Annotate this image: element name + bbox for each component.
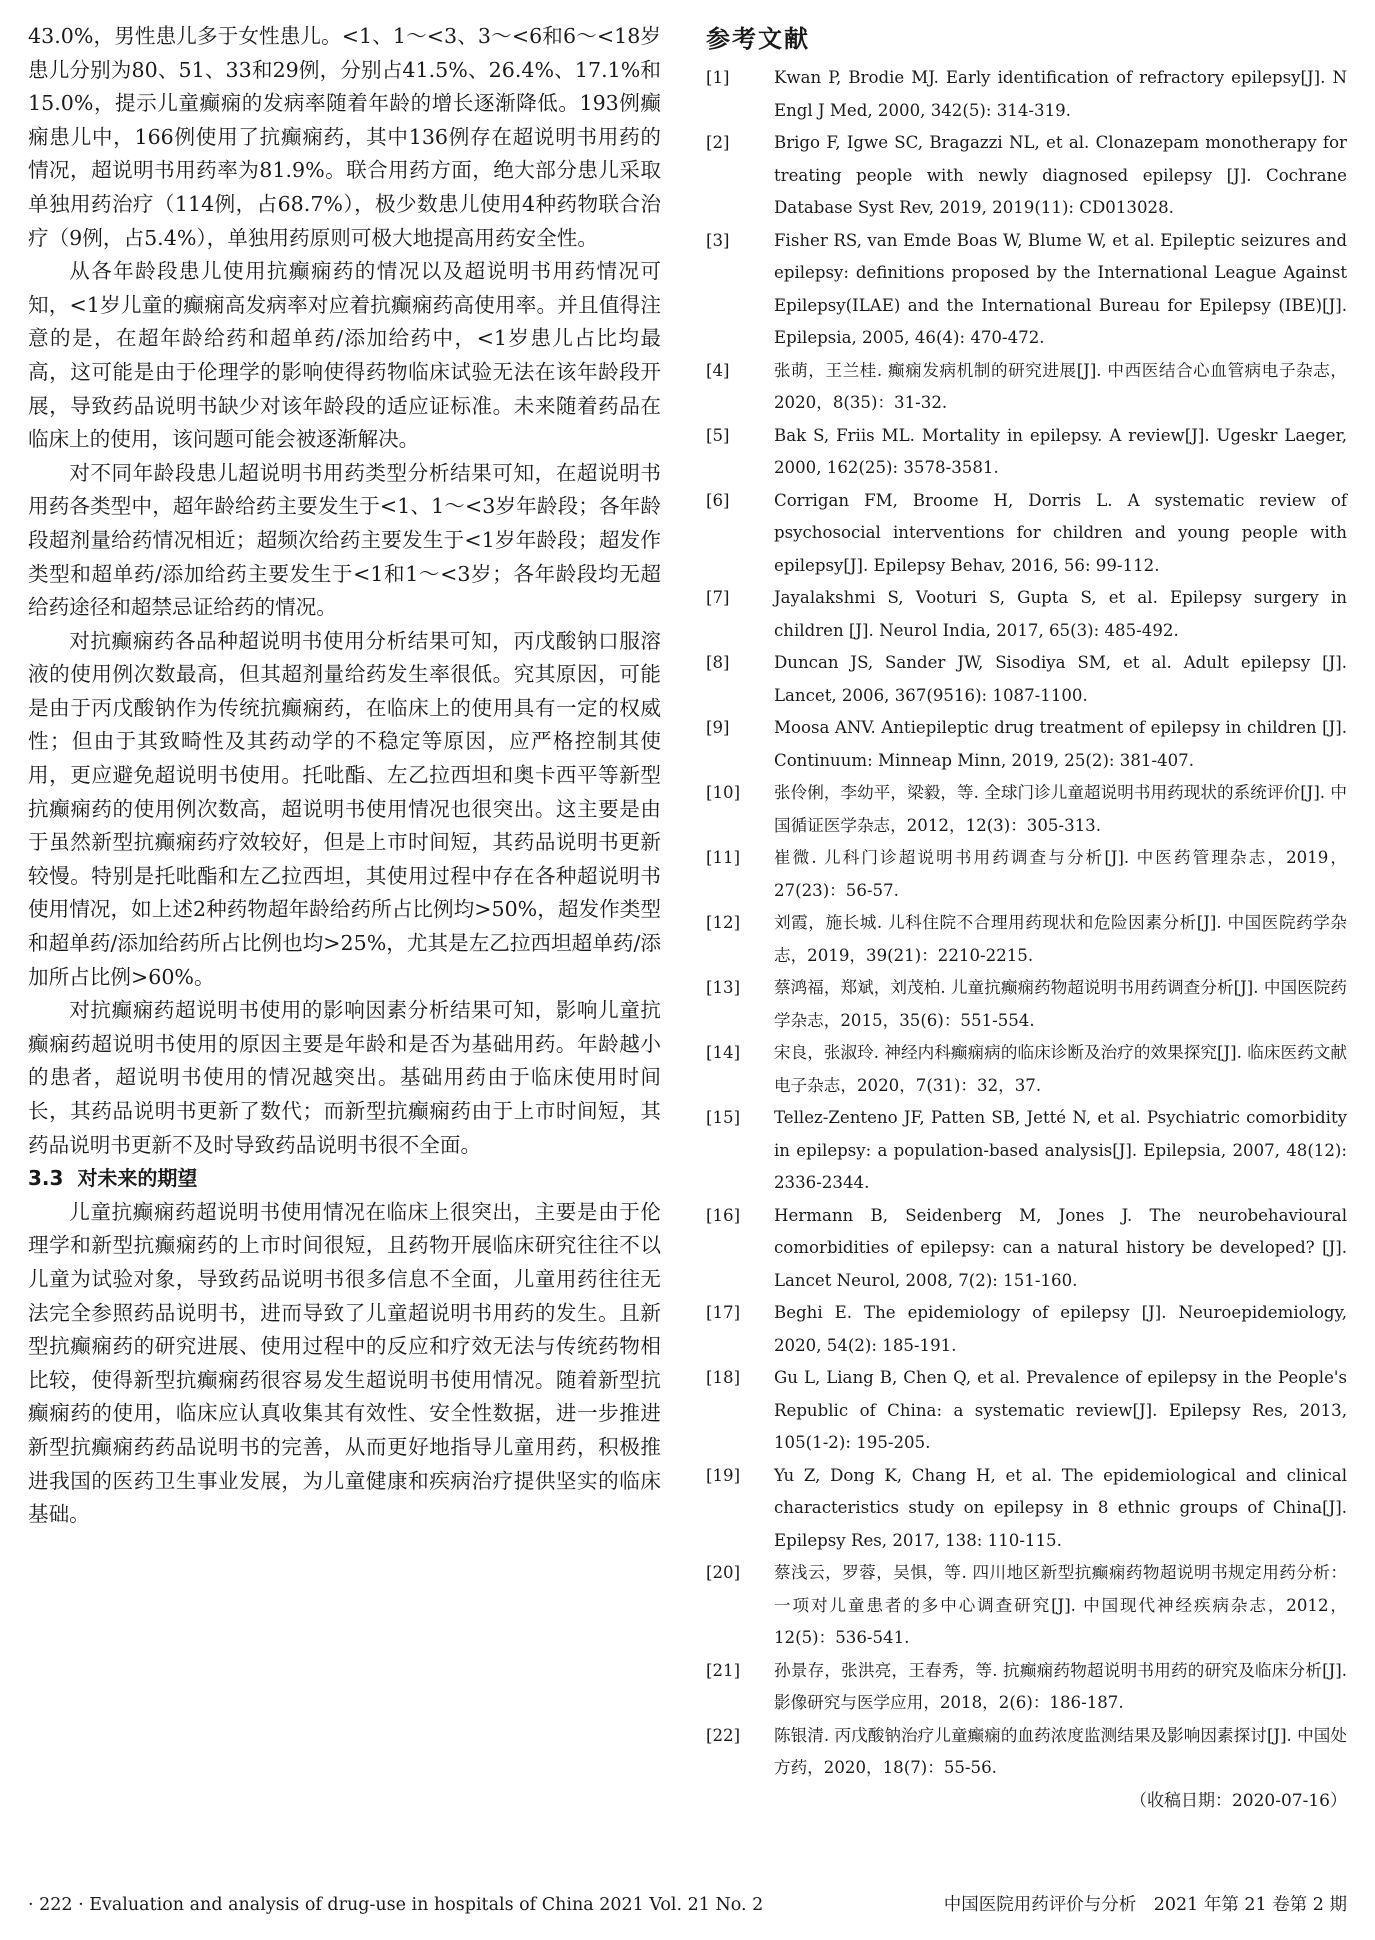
footer-left: · 222 · Evaluation and analysis of drug-use in hospitals of China 2021 Vol. 21 No. 2 (28, 1895, 764, 1915)
reference-number: [15] (706, 1108, 741, 1127)
reference-number: [3] (706, 230, 730, 250)
reference-number: [17] (706, 1303, 741, 1322)
reference-number: [21] (706, 1660, 741, 1680)
reference-text: Jayalakshmi S, Vooturi S, Gupta S, et al. Epilepsy surgery in children [J]. Neurol India, 2017, 65(3): 485-492. (774, 588, 1347, 640)
reference-number: [11] (706, 848, 741, 867)
paragraph-4: 对抗癫痫药各品种超说明书使用分析结果可知，丙戊酸钠口服溶液的使用例次数最高，但其超剂量给药发生率很低。究其原因，可能是由于丙戊酸钠作为传统抗癫痫药，在临床上的使用具有一定的权威性；但由于其致畸性及其药动学的不稳定等原因，应严格控制其使用，更应避免超说明书使用。托吡酯、左乙拉西坦和奥卡西平等新型抗癫痫药的使用例次数高，超说明书使用情况也很突出。这主要是由于虽然新型抗癫痫药疗效较好，但是上市时间短，其药品说明书更新较慢。特别是托吡酯和左乙拉西坦，其使用过程中存在各种超说明书使用情况，如上述2种药物超年龄给药所占比例均>50%，超发作类型和超单药/添加给药所占比例也均>25%，尤其是左乙拉西坦超单药/添加所占比例>60%。 (28, 628, 661, 989)
reference-text: Corrigan FM, Broome H, Dorris L. A systematic review of psychosocial interventions for children and young people with epilepsy[J]. Epilepsy Behav, 2016, 56: 99-112. (774, 490, 1347, 575)
reference-text: Moosa ANV. Antiepileptic drug treatment of epilepsy in children [J]. Continuum: Minneap Minn, 2019, 25(2): 381-407. (774, 718, 1347, 770)
reference-text: Gu L, Liang B, Chen Q, et al. Prevalence of epilepsy in the People's Republic of China: a systematic review[J]. Epilepsy Res, 2013, 105(1-2): 195-205. (774, 1368, 1347, 1452)
references-title: 参考文献 (706, 25, 810, 53)
section-number: 3.3 (28, 1166, 64, 1191)
section-title: 对未来的期望 (77, 1166, 198, 1191)
paragraph-5: 对抗癫痫药超说明书使用的影响因素分析结果可知，影响儿童抗癫痫药超说明书使用的原因主要是年龄和是否为基础用药。年龄越小的患者，超说明书使用的情况越突出。基础用药由于临床使用时间长，其药品说明书更新了数代；而新型抗癫痫药由于上市时间短，其药品说明书更新不及时导致药品说明书很不全面。 (28, 998, 661, 1157)
reference-item (706, 842, 1347, 907)
reference-text: Fisher RS, van Emde Boas W, Blume W, et al. Epileptic seizures and epilepsy: definitions proposed by the International League Against Epilepsy(ILAE) and the International Bureau for Epilepsy (IBE)[J]. Epilepsia, 2005, 46(4): 470-472. (774, 230, 1347, 347)
reference-number: [13] (706, 978, 741, 997)
reference-number: [7] (706, 588, 730, 607)
reference-text: Brigo F, Igwe SC, Bragazzi NL, et al. Clonazepam monotherapy for treating people with newly diagnosed epilepsy [J]. Cochrane Database Syst Rev, 2019, 2019(11): CD013028. (774, 133, 1347, 217)
reference-text: 刘霞，施长城. 儿科住院不合理用药现状和危险因素分析[J]. 中国医院药学杂志，2019，39(21)：2210-2215. (774, 913, 1347, 965)
reference-item (706, 1460, 1347, 1558)
reference-number: [8] (706, 653, 730, 672)
reference-item (706, 1200, 1347, 1298)
reference-item (706, 777, 1347, 842)
reference-number: [22] (706, 1725, 741, 1745)
reference-item (706, 355, 1347, 420)
reference-text: Yu Z, Dong K, Chang H, et al. The epidemiological and clinical characteristics study on epilepsy in 8 ethnic groups of China[J]. Epilepsy Res, 2017, 138: 110-115. (774, 1465, 1347, 1550)
reference-item (706, 712, 1347, 777)
reference-text: 张伶俐，李幼平，梁毅，等. 全球门诊儿童超说明书用药现状的系统评价[J]. 中国循证医学杂志，2012，12(3)：305-313. (774, 783, 1347, 835)
paragraph-2: 从各年龄段患儿使用抗癫痫药的情况以及超说明书用药情况可知，<1岁儿童的癫痫高发病率对应着抗癫痫药高使用率。并且值得注意的是，在超年龄给药和超单药/添加给药中，<1岁患儿占比均最高，这可能是由于伦理学的影响使得药物临床试验无法在该年龄段开展，导致药品说明书缺少对该年龄段的适应证标准。未来随着药品在临床上的使用，该问题可能会被逐渐解决。 (28, 259, 661, 452)
reference-item (706, 225, 1347, 355)
reference-number: [14] (706, 1043, 741, 1062)
page-footer (28, 1893, 1347, 1917)
reference-item (706, 485, 1347, 583)
reference-item (706, 1102, 1347, 1200)
footer-right: 中国医院用药评价与分析 2021 年第 21 卷第 2 期 (943, 1895, 1347, 1915)
references-list (706, 62, 1347, 1785)
reference-text: 张萌，王兰桂. 癫痫发病机制的研究进展[J]. 中西医结合心血管病电子杂志，2020，8(35)：31-32. (774, 360, 1347, 412)
reference-number: [16] (706, 1205, 741, 1225)
reference-text: Duncan JS, Sander JW, Sisodiya SM, et al. Adult epilepsy [J]. Lancet, 2006, 367(9516): 1087-1100. (774, 653, 1347, 705)
reference-item (706, 907, 1347, 972)
reference-text: Kwan P, Brodie MJ. Early identification of refractory epilepsy[J]. N Engl J Med, 2000, 342(5): 314-319. (774, 68, 1347, 120)
reference-item (706, 972, 1347, 1037)
main-text-column (28, 20, 661, 1532)
reference-text: 宋良，张淑玲. 神经内科癫痫病的临床诊断及治疗的效果探究[J]. 临床医药文献电子杂志，2020，7(31)：32，37. (774, 1043, 1347, 1095)
reference-number: [12] (706, 913, 741, 932)
reference-number: [2] (706, 133, 730, 152)
reference-text: Beghi E. The epidemiology of epilepsy [J]. Neuroepidemiology, 2020, 54(2): 185-191. (774, 1303, 1347, 1355)
reference-text: Tellez-Zenteno JF, Patten SB, Jetté N, et al. Psychiatric comorbidity in epilepsy: a population-based analysis[J]. Epilepsia, 2007, 48(12): 2336-2344. (774, 1108, 1347, 1192)
reference-text: 崔微. 儿科门诊超说明书用药调查与分析[J]. 中医药管理杂志，2019，27(23)：56-57. (774, 848, 1347, 900)
reference-item (706, 1655, 1347, 1720)
reference-item (706, 1362, 1347, 1460)
reference-number: [18] (706, 1368, 741, 1387)
reference-item (706, 62, 1347, 127)
reference-text: 孙景存，张洪亮，王春秀，等. 抗癫痫药物超说明书用药的研究及临床分析[J]. 影像研究与医学应用，2018，2(6)：186-187. (774, 1660, 1347, 1712)
paragraph-1: 43.0%，男性患儿多于女性患儿。<1、1～<3、3～<6和6～<18岁患儿分别为80、51、33和29例，分别占41.5%、26.4%、17.1%和15.0%，提示儿童癫痫的发病率随着年龄的增长逐渐降低。193例癫痫患儿中，166例使用了抗癫痫药，其中136例存在超说明书用药的情况，超说明书用药率为81.9%。联合用药方面，绝大部分患儿采取单独用药治疗（114例，占68.7%），极少数患儿使用4种药物联合治疗（9例，占5.4%），单独用药原则可极大地提高用药安全性。 (28, 24, 661, 250)
reference-text: Hermann B, Seidenberg M, Jones J. The neurobehavioural comorbidities of epilepsy: can a natural history be developed? [J]. Lancet Neurol, 2008, 7(2): 151-160. (774, 1205, 1347, 1290)
paragraph-6: 儿童抗癫痫药超说明书使用情况在临床上很突出，主要是由于伦理学和新型抗癫痫药的上市时间很短，且药物开展临床研究往往不以儿童为试验对象，导致药品说明书很多信息不全面，儿童用药往往无法完全参照药品说明书，进而导致了儿童超说明书用药的发生。且新型抗癫痫药的研究进展、使用过程中的反应和疗效无法与传统药物相比较，使得新型抗癫痫药很容易发生超说明书使用情况。随着新型抗癫痫药的使用，临床应认真收集其有效性、安全性数据，进一步推进新型抗癫痫药药品说明书的完善，从而更好地指导儿童用药，积极推进我国的医药卫生事业发展，为儿童健康和疾病治疗提供坚实的临床基础。 (28, 1199, 661, 1527)
reference-item (706, 1557, 1347, 1655)
reference-number: [6] (706, 490, 730, 510)
reference-item (706, 1037, 1347, 1102)
reference-number: [10] (706, 783, 741, 802)
reference-item (706, 420, 1347, 485)
received-date: （收稿日期：2020-07-16） (1129, 1790, 1347, 1811)
reference-number: [19] (706, 1465, 741, 1485)
reference-item (706, 1720, 1347, 1785)
reference-item (706, 582, 1347, 647)
reference-number: [9] (706, 718, 730, 737)
paragraph-3: 对不同年龄段患儿超说明书用药类型分析结果可知，在超说明书用药各类型中，超年龄给药主要发生于<1、1～<3岁年龄段；各年龄段超剂量给药情况相近；超频次给药主要发生于<1岁年龄段；超发作类型和超单药/添加给药主要发生于<1和1～<3岁；各年龄段均无超给药途径和超禁忌证给药的情况。 (28, 460, 661, 620)
reference-number: [20] (706, 1563, 741, 1582)
reference-number: [5] (706, 425, 730, 445)
reference-item (706, 647, 1347, 712)
reference-text: 蔡浅云，罗蓉，吴惧，等. 四川地区新型抗癫痫药物超说明书规定用药分析：一项对儿童患者的多中心调查研究[J]. 中国现代神经疾病杂志，2012，12(5)：536-541. (774, 1563, 1347, 1647)
reference-item (706, 1297, 1347, 1362)
reference-item (706, 127, 1347, 225)
reference-number: [1] (706, 68, 730, 87)
section-heading (28, 1162, 661, 1196)
reference-text: 陈银清. 丙戊酸钠治疗儿童癫痫的血药浓度监测结果及影响因素探讨[J]. 中国处方药，2020，18(7)：55-56. (774, 1725, 1347, 1777)
reference-number: [4] (706, 360, 730, 380)
reference-text: Bak S, Friis ML. Mortality in epilepsy. A review[J]. Ugeskr Laeger, 2000, 162(25): 3578-3581. (774, 425, 1347, 477)
reference-text: 蔡鸿福，郑斌，刘茂柏. 儿童抗癫痫药物超说明书用药调查分析[J]. 中国医院药学杂志，2015，35(6)：551-554. (774, 978, 1347, 1030)
references-column (706, 20, 1347, 1817)
